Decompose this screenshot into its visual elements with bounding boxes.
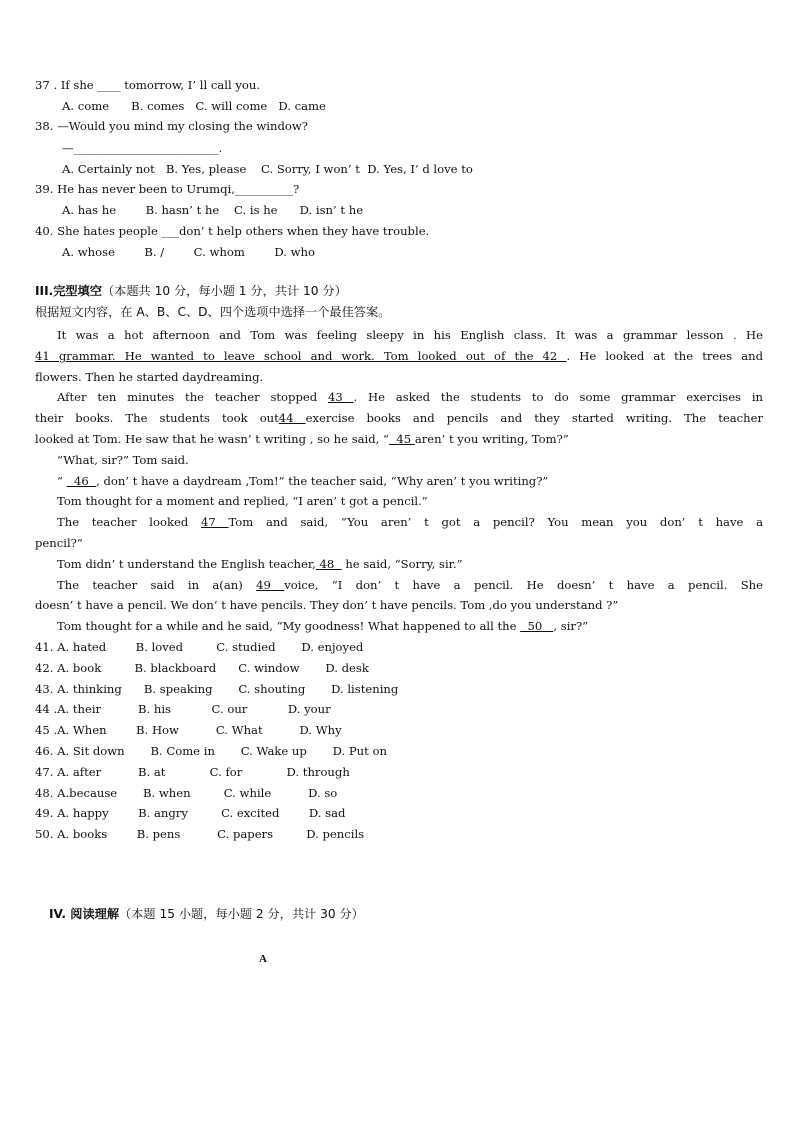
passage-line-2-end: . He looked at the trees and [566, 349, 764, 363]
passage-line-8-start: “ [57, 474, 67, 488]
passage-line-6-start: looked at Tom. He saw that he wasn’ t writing , so he said, “ [35, 432, 389, 446]
blank-44: 44 [278, 411, 306, 425]
q38-stem: 38. —Would you mind my closing the window? [35, 119, 309, 133]
blank-41: 41 grammar. He wanted to leave school and work. Tom looked out of the [35, 349, 534, 363]
passage-line-4-end: . He asked the students to do some grammar exercises in [353, 390, 763, 404]
choice-row: 46. A. Sit down B. Come in C. Wake up D. Put on [35, 744, 387, 758]
passage-line-10-end: Tom and said, “You aren’ t got a pencil? You mean you don’ t have a [228, 515, 763, 529]
choice-row: 48. A.because B. when C. while D. so [35, 786, 338, 800]
passage-line-15-end: , sir?” [553, 619, 589, 633]
q39-stem: 39. He has never been to Urumqi,__________? [35, 182, 300, 196]
section3-header [35, 284, 347, 298]
section4-header [49, 907, 364, 921]
passage-line-4 [57, 390, 763, 404]
q37-options: A. come B. comes C. will come D. came [62, 99, 326, 113]
blank-42: 42 [533, 349, 567, 363]
q40-stem: 40. She hates people ___don’ t help others when they have trouble. [35, 224, 430, 238]
passage-line-15 [57, 619, 588, 633]
passage-line-2 [35, 349, 763, 363]
passage-line-3: flowers. Then he started daydreaming. [35, 370, 264, 384]
q38-options: A. Certainly not B. Yes, please C. Sorry, I won’ t D. Yes, I’ d love to [62, 162, 473, 176]
passage-line-12-end: he said, “Sorry, sir.” [341, 557, 463, 571]
section4-part-label: A [259, 953, 267, 965]
passage-line-13 [57, 578, 763, 592]
passage-line-7: “What, sir?” Tom said. [57, 453, 189, 467]
blank-48: 48 [315, 557, 342, 571]
passage-line-12 [57, 557, 463, 571]
choice-row: 45 .A. When B. How C. What D. Why [35, 723, 342, 737]
section3-title: III.完型填空 [35, 284, 102, 298]
passage-line-10-start: The teacher looked [57, 515, 201, 529]
passage-line-15-start: Tom thought for a while and he said, “My goodness! What happened to all the [57, 619, 521, 633]
passage-line-9: Tom thought for a moment and replied, “I aren’ t got a pencil.” [57, 494, 428, 508]
blank-50: 50 [520, 619, 554, 633]
passage-line-10 [57, 515, 763, 529]
blank-46: 46 [66, 474, 97, 488]
choice-row: 42. A. book B. blackboard C. window D. desk [35, 661, 369, 675]
passage-line-8 [57, 474, 548, 488]
passage-line-14: doesn’ t have a pencil. We don’ t have pencils. They don’ t have pencils. Tom ,do you understand ?” [35, 598, 619, 612]
choice-row: 41. A. hated B. loved C. studied D. enjoyed [35, 640, 364, 654]
passage-line-5-start: their books. The students took out [35, 411, 279, 425]
passage-line-4-start: After ten minutes the teacher stopped [57, 390, 328, 404]
q37-stem: 37 . If she ____ tomorrow, I’ ll call you. [35, 78, 261, 92]
blank-49: 49 [256, 578, 285, 592]
passage-line-5 [35, 411, 763, 425]
choice-row: 44 .A. their B. his C. our D. your [35, 702, 331, 716]
passage-line-13-start: The teacher said in a(an) [57, 578, 257, 592]
passage-line-1: It was a hot afternoon and Tom was feeling sleepy in his English class. It was a grammar lesson . He [57, 328, 763, 342]
section4-title: IV. 阅读理解 [49, 907, 120, 921]
passage-line-11: pencil?” [35, 536, 83, 550]
choice-row: 43. A. thinking B. speaking C. shouting D. listening [35, 682, 399, 696]
blank-47: 47 [200, 515, 229, 529]
passage-line-8-end: , don’ t have a daydream ,Tom!” the teacher said, “Why aren’ t you writing?” [96, 474, 549, 488]
section3-score: （本题共 10 分，每小题 1 分，共计 10 分） [101, 284, 347, 298]
q38-answer-line: —_________________________. [62, 141, 223, 155]
choice-row: 50. A. books B. pens C. papers D. pencils [35, 827, 365, 841]
passage-line-5-end: exercise books and pencils and they started writing. The teacher [305, 411, 763, 425]
q40-options: A. whose B. / C. whom D. who [62, 245, 315, 259]
choice-row: 49. A. happy B. angry C. excited D. sad [35, 806, 346, 820]
blank-45: 45 [389, 432, 415, 446]
section3-instruction: 根据短文内容，在 A、B、C、D、四个选项中选择一个最佳答案。 [35, 305, 391, 319]
passage-line-6-end: aren’ t you writing, Tom?” [414, 432, 569, 446]
q39-options: A. has he B. hasn’ t he C. is he D. isn’ t he [62, 203, 364, 217]
blank-43: 43 [327, 390, 354, 404]
section4-score: （本题 15 小题，每小题 2 分，共计 30 分） [119, 907, 364, 921]
choice-row: 47. A. after B. at C. for D. through [35, 765, 350, 779]
passage-line-12-start: Tom didn’ t understand the English teacher, [57, 557, 316, 571]
passage-line-6 [35, 432, 569, 446]
passage-line-13-end: voice, “I don’ t have a pencil. He doesn’ t have a pencil. She [284, 578, 763, 592]
